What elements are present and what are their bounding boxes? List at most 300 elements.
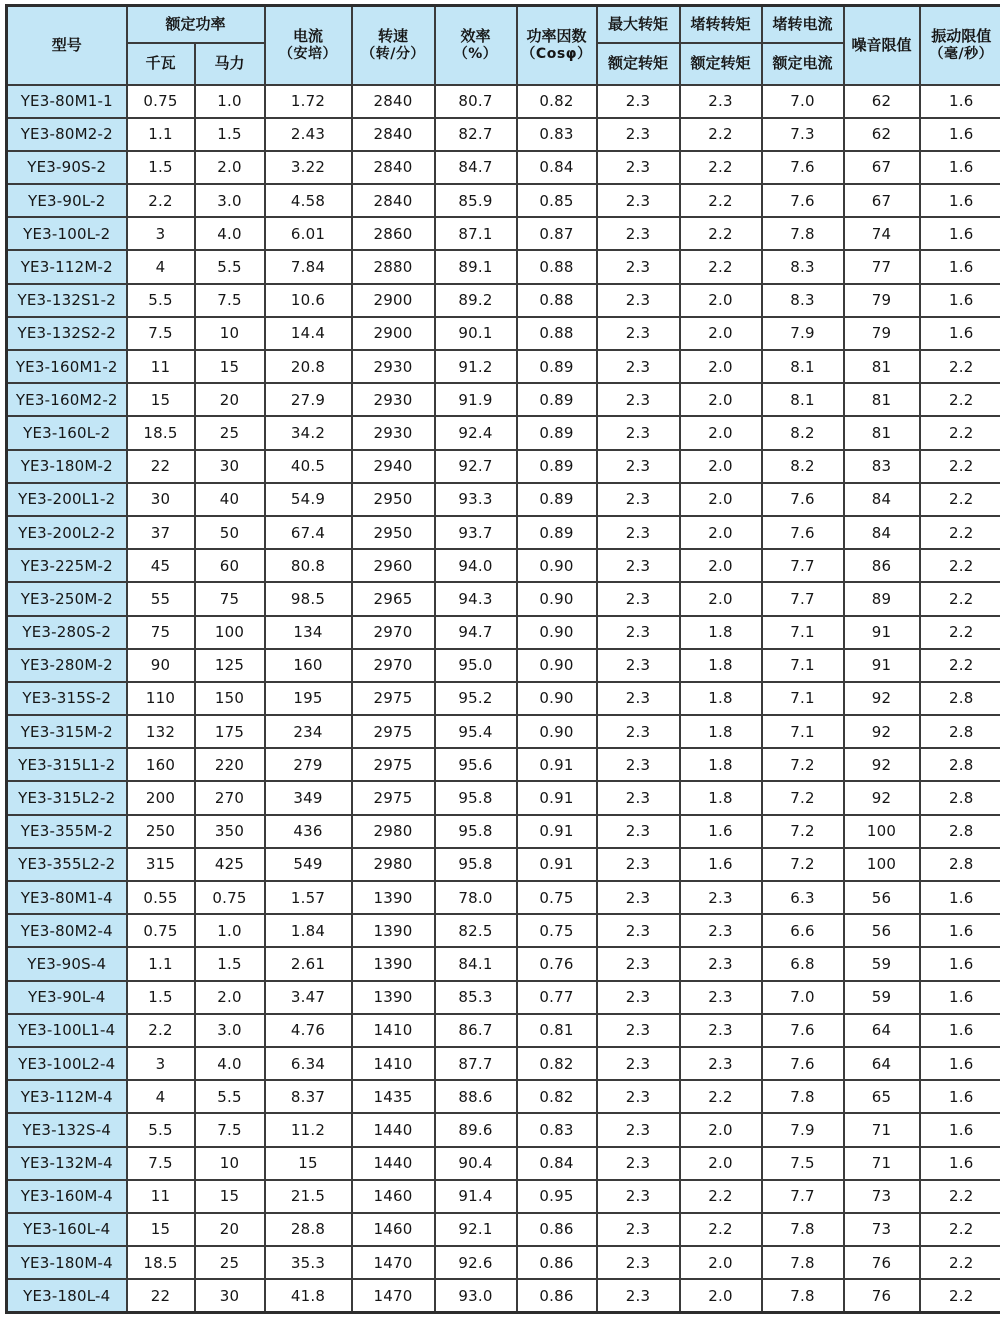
value-cell: 7.6 [762, 1014, 844, 1047]
model-cell: YE3-90S-2 [7, 151, 127, 184]
value-cell: 2.0 [680, 450, 762, 483]
value-cell: 4.58 [265, 184, 352, 217]
value-cell: 85.9 [435, 184, 517, 217]
value-cell: 2.2 [920, 383, 1000, 416]
value-cell: 92 [844, 715, 920, 748]
value-cell: 2.0 [680, 383, 762, 416]
value-cell: 81 [844, 350, 920, 383]
table-row [7, 781, 1000, 814]
header-current [265, 6, 352, 85]
value-cell: 1.1 [127, 947, 195, 980]
value-cell: 2.3 [597, 582, 680, 615]
model-cell: YE3-100L-2 [7, 217, 127, 250]
value-cell: 8.1 [762, 350, 844, 383]
value-cell: 0.90 [517, 649, 597, 682]
table-row [7, 1113, 1000, 1146]
value-cell: 92 [844, 781, 920, 814]
value-cell: 30 [195, 450, 265, 483]
model-cell: YE3-132S2-2 [7, 317, 127, 350]
table-row [7, 516, 1000, 549]
value-cell: 2.61 [265, 947, 352, 980]
model-cell: YE3-132S1-2 [7, 284, 127, 317]
value-cell: 90.1 [435, 317, 517, 350]
value-cell: 0.89 [517, 516, 597, 549]
value-cell: 2980 [352, 848, 435, 881]
value-cell: 67.4 [265, 516, 352, 549]
value-cell: 34.2 [265, 416, 352, 449]
value-cell: 7.5 [195, 1113, 265, 1146]
value-cell: 2860 [352, 217, 435, 250]
value-cell: 2.3 [597, 815, 680, 848]
value-cell: 2975 [352, 748, 435, 781]
header-vibration-line1: 振动限值 [931, 27, 992, 46]
model-cell: YE3-280S-2 [7, 616, 127, 649]
value-cell: 2.3 [597, 1113, 680, 1146]
value-cell: 279 [265, 748, 352, 781]
value-cell: 2.2 [920, 516, 1000, 549]
value-cell: 1.6 [920, 1014, 1000, 1047]
value-cell: 2.3 [597, 914, 680, 947]
value-cell: 1.6 [920, 981, 1000, 1014]
table-row [7, 151, 1000, 184]
value-cell: 76 [844, 1246, 920, 1279]
value-cell: 7.2 [762, 815, 844, 848]
value-cell: 77 [844, 250, 920, 283]
header-locked-torque-den: 额定转矩 [680, 43, 762, 85]
model-cell: YE3-80M2-4 [7, 914, 127, 947]
value-cell: 2.0 [680, 483, 762, 516]
value-cell: 7.2 [762, 748, 844, 781]
value-cell: 2950 [352, 483, 435, 516]
value-cell: 2.3 [597, 549, 680, 582]
model-cell: YE3-180L-4 [7, 1279, 127, 1312]
value-cell: 62 [844, 118, 920, 151]
value-cell: 1.6 [920, 1080, 1000, 1113]
model-cell: YE3-180M-2 [7, 450, 127, 483]
model-cell: YE3-200L2-2 [7, 516, 127, 549]
value-cell: 0.55 [127, 881, 195, 914]
model-cell: YE3-80M1-4 [7, 881, 127, 914]
value-cell: 2.0 [680, 416, 762, 449]
table-row [7, 582, 1000, 615]
value-cell: 2975 [352, 682, 435, 715]
value-cell: 11.2 [265, 1113, 352, 1146]
value-cell: 1390 [352, 914, 435, 947]
table-row [7, 1246, 1000, 1279]
value-cell: 7.2 [762, 781, 844, 814]
table-row [7, 184, 1000, 217]
value-cell: 2.0 [680, 1113, 762, 1146]
value-cell: 1.6 [920, 217, 1000, 250]
value-cell: 7.1 [762, 649, 844, 682]
value-cell: 7.84 [265, 250, 352, 283]
value-cell: 1460 [352, 1213, 435, 1246]
value-cell: 35.3 [265, 1246, 352, 1279]
value-cell: 1.5 [195, 947, 265, 980]
value-cell: 160 [127, 748, 195, 781]
header-speed-line2: （转/分） [361, 45, 425, 62]
value-cell: 15 [127, 383, 195, 416]
value-cell: 1.6 [920, 914, 1000, 947]
value-cell: 1.6 [920, 151, 1000, 184]
value-cell: 0.90 [517, 715, 597, 748]
value-cell: 2.0 [680, 1279, 762, 1312]
model-cell: YE3-160L-4 [7, 1213, 127, 1246]
table-row [7, 616, 1000, 649]
model-cell: YE3-250M-2 [7, 582, 127, 615]
value-cell: 8.1 [762, 383, 844, 416]
value-cell: 0.90 [517, 616, 597, 649]
value-cell: 0.75 [127, 85, 195, 118]
value-cell: 220 [195, 748, 265, 781]
header-noise: 噪音限值 [844, 6, 920, 85]
value-cell: 90.4 [435, 1147, 517, 1180]
value-cell: 2.0 [680, 516, 762, 549]
value-cell: 2.3 [597, 1279, 680, 1312]
value-cell: 0.88 [517, 317, 597, 350]
value-cell: 40.5 [265, 450, 352, 483]
value-cell: 89.1 [435, 250, 517, 283]
value-cell: 4.76 [265, 1014, 352, 1047]
value-cell: 79 [844, 317, 920, 350]
value-cell: 4 [127, 1080, 195, 1113]
value-cell: 0.91 [517, 848, 597, 881]
value-cell: 4.0 [195, 217, 265, 250]
table-header [7, 6, 1000, 85]
header-vibration-line2: （毫/秒） [929, 45, 994, 62]
header-power-factor [517, 6, 597, 85]
value-cell: 2.2 [680, 151, 762, 184]
value-cell: 0.75 [195, 881, 265, 914]
value-cell: 3.0 [195, 184, 265, 217]
value-cell: 2.3 [597, 383, 680, 416]
value-cell: 2.3 [597, 416, 680, 449]
value-cell: 3.47 [265, 981, 352, 1014]
value-cell: 18.5 [127, 1246, 195, 1279]
table-row [7, 549, 1000, 582]
value-cell: 2940 [352, 450, 435, 483]
value-cell: 2.0 [195, 151, 265, 184]
value-cell: 2.3 [597, 616, 680, 649]
value-cell: 95.8 [435, 815, 517, 848]
value-cell: 62 [844, 85, 920, 118]
value-cell: 2.8 [920, 848, 1000, 881]
value-cell: 2.3 [680, 981, 762, 1014]
value-cell: 1.57 [265, 881, 352, 914]
value-cell: 0.77 [517, 981, 597, 1014]
value-cell: 1440 [352, 1147, 435, 1180]
model-cell: YE3-100L2-4 [7, 1047, 127, 1080]
value-cell: 94.0 [435, 549, 517, 582]
value-cell: 0.91 [517, 781, 597, 814]
value-cell: 71 [844, 1113, 920, 1146]
value-cell: 1.0 [195, 914, 265, 947]
value-cell: 5.5 [195, 1080, 265, 1113]
value-cell: 25 [195, 1246, 265, 1279]
value-cell: 18.5 [127, 416, 195, 449]
value-cell: 2900 [352, 317, 435, 350]
value-cell: 270 [195, 781, 265, 814]
value-cell: 160 [265, 649, 352, 682]
value-cell: 92.7 [435, 450, 517, 483]
value-cell: 2.3 [597, 284, 680, 317]
value-cell: 1.6 [920, 1113, 1000, 1146]
header-power-factor-line2: （Cosφ） [521, 45, 592, 62]
model-cell: YE3-112M-2 [7, 250, 127, 283]
value-cell: 0.86 [517, 1246, 597, 1279]
value-cell: 0.90 [517, 549, 597, 582]
value-cell: 74 [844, 217, 920, 250]
table-row [7, 947, 1000, 980]
value-cell: 75 [127, 616, 195, 649]
value-cell: 195 [265, 682, 352, 715]
value-cell: 2.3 [597, 1147, 680, 1180]
value-cell: 1.8 [680, 748, 762, 781]
value-cell: 2880 [352, 250, 435, 283]
value-cell: 5.5 [127, 1113, 195, 1146]
table-row [7, 1147, 1000, 1180]
value-cell: 1.6 [920, 85, 1000, 118]
value-cell: 7.6 [762, 1047, 844, 1080]
value-cell: 7.5 [127, 1147, 195, 1180]
value-cell: 250 [127, 815, 195, 848]
value-cell: 2970 [352, 616, 435, 649]
value-cell: 95.8 [435, 781, 517, 814]
value-cell: 2900 [352, 284, 435, 317]
value-cell: 94.7 [435, 616, 517, 649]
value-cell: 89.2 [435, 284, 517, 317]
value-cell: 7.8 [762, 1246, 844, 1279]
table-row [7, 815, 1000, 848]
value-cell: 7.6 [762, 151, 844, 184]
header-hp: 马力 [195, 43, 265, 85]
value-cell: 30 [127, 483, 195, 516]
value-cell: 2.0 [680, 284, 762, 317]
value-cell: 10 [195, 1147, 265, 1180]
value-cell: 1.5 [127, 981, 195, 1014]
value-cell: 0.84 [517, 151, 597, 184]
value-cell: 92 [844, 748, 920, 781]
value-cell: 2.2 [920, 1213, 1000, 1246]
value-cell: 95.2 [435, 682, 517, 715]
value-cell: 1460 [352, 1180, 435, 1213]
table-row [7, 317, 1000, 350]
value-cell: 2.3 [597, 151, 680, 184]
value-cell: 10.6 [265, 284, 352, 317]
value-cell: 2.2 [680, 250, 762, 283]
value-cell: 84 [844, 483, 920, 516]
value-cell: 1.6 [920, 947, 1000, 980]
value-cell: 87.7 [435, 1047, 517, 1080]
value-cell: 1.6 [680, 848, 762, 881]
value-cell: 22 [127, 1279, 195, 1312]
value-cell: 0.83 [517, 118, 597, 151]
value-cell: 1.6 [920, 317, 1000, 350]
table-row [7, 483, 1000, 516]
header-locked-torque-num: 堵转转矩 [680, 6, 762, 43]
value-cell: 91.2 [435, 350, 517, 383]
value-cell: 2950 [352, 516, 435, 549]
value-cell: 1.8 [680, 649, 762, 682]
model-cell: YE3-160M2-2 [7, 383, 127, 416]
value-cell: 1410 [352, 1047, 435, 1080]
model-cell: YE3-132M-4 [7, 1147, 127, 1180]
table-row [7, 715, 1000, 748]
value-cell: 98.5 [265, 582, 352, 615]
table-row [7, 450, 1000, 483]
model-cell: YE3-355L2-2 [7, 848, 127, 881]
value-cell: 7.6 [762, 516, 844, 549]
value-cell: 2840 [352, 85, 435, 118]
value-cell: 80.7 [435, 85, 517, 118]
header-speed [352, 6, 435, 85]
value-cell: 2.3 [680, 881, 762, 914]
value-cell: 2.3 [597, 1080, 680, 1113]
value-cell: 0.91 [517, 748, 597, 781]
value-cell: 2.3 [597, 748, 680, 781]
value-cell: 2.2 [680, 118, 762, 151]
table-row [7, 1047, 1000, 1080]
value-cell: 7.6 [762, 483, 844, 516]
header-efficiency [435, 6, 517, 85]
value-cell: 2.3 [597, 682, 680, 715]
value-cell: 2.3 [597, 118, 680, 151]
model-cell: YE3-80M2-2 [7, 118, 127, 151]
value-cell: 73 [844, 1213, 920, 1246]
model-cell: YE3-315M-2 [7, 715, 127, 748]
value-cell: 315 [127, 848, 195, 881]
value-cell: 2.3 [597, 85, 680, 118]
value-cell: 0.85 [517, 184, 597, 217]
value-cell: 2.3 [597, 350, 680, 383]
table-row [7, 383, 1000, 416]
value-cell: 2.0 [680, 1246, 762, 1279]
value-cell: 87.1 [435, 217, 517, 250]
value-cell: 2.2 [680, 184, 762, 217]
value-cell: 20 [195, 1213, 265, 1246]
model-cell: YE3-180M-4 [7, 1246, 127, 1279]
value-cell: 0.91 [517, 815, 597, 848]
value-cell: 0.89 [517, 450, 597, 483]
value-cell: 25 [195, 416, 265, 449]
value-cell: 4.0 [195, 1047, 265, 1080]
value-cell: 92.4 [435, 416, 517, 449]
model-cell: YE3-315S-2 [7, 682, 127, 715]
value-cell: 84 [844, 516, 920, 549]
model-cell: YE3-355M-2 [7, 815, 127, 848]
value-cell: 110 [127, 682, 195, 715]
value-cell: 60 [195, 549, 265, 582]
table-row [7, 217, 1000, 250]
value-cell: 100 [844, 815, 920, 848]
value-cell: 82.5 [435, 914, 517, 947]
value-cell: 0.88 [517, 250, 597, 283]
value-cell: 67 [844, 184, 920, 217]
value-cell: 0.84 [517, 1147, 597, 1180]
value-cell: 95.8 [435, 848, 517, 881]
value-cell: 5.5 [127, 284, 195, 317]
value-cell: 15 [195, 1180, 265, 1213]
value-cell: 93.7 [435, 516, 517, 549]
value-cell: 0.81 [517, 1014, 597, 1047]
value-cell: 2.8 [920, 715, 1000, 748]
value-cell: 81 [844, 416, 920, 449]
model-cell: YE3-315L1-2 [7, 748, 127, 781]
value-cell: 91 [844, 649, 920, 682]
value-cell: 6.3 [762, 881, 844, 914]
value-cell: 3 [127, 217, 195, 250]
value-cell: 90 [127, 649, 195, 682]
value-cell: 93.3 [435, 483, 517, 516]
value-cell: 2.43 [265, 118, 352, 151]
value-cell: 2970 [352, 649, 435, 682]
value-cell: 1.1 [127, 118, 195, 151]
value-cell: 1470 [352, 1246, 435, 1279]
value-cell: 2930 [352, 383, 435, 416]
value-cell: 20.8 [265, 350, 352, 383]
table-row [7, 416, 1000, 449]
value-cell: 40 [195, 483, 265, 516]
value-cell: 2.8 [920, 682, 1000, 715]
value-cell: 21.5 [265, 1180, 352, 1213]
value-cell: 549 [265, 848, 352, 881]
value-cell: 7.7 [762, 549, 844, 582]
value-cell: 2.2 [127, 1014, 195, 1047]
value-cell: 2.3 [597, 1047, 680, 1080]
table-row [7, 881, 1000, 914]
value-cell: 20 [195, 383, 265, 416]
value-cell: 2.3 [597, 981, 680, 1014]
value-cell: 7.5 [762, 1147, 844, 1180]
value-cell: 55 [127, 582, 195, 615]
value-cell: 1410 [352, 1014, 435, 1047]
value-cell: 0.95 [517, 1180, 597, 1213]
value-cell: 84.7 [435, 151, 517, 184]
value-cell: 0.89 [517, 483, 597, 516]
value-cell: 78.0 [435, 881, 517, 914]
header-vibration [920, 6, 1000, 85]
table-row [7, 1213, 1000, 1246]
value-cell: 59 [844, 981, 920, 1014]
value-cell: 349 [265, 781, 352, 814]
value-cell: 8.37 [265, 1080, 352, 1113]
value-cell: 56 [844, 881, 920, 914]
value-cell: 2.3 [597, 217, 680, 250]
value-cell: 11 [127, 1180, 195, 1213]
value-cell: 1435 [352, 1080, 435, 1113]
model-cell: YE3-100L1-4 [7, 1014, 127, 1047]
value-cell: 7.0 [762, 981, 844, 1014]
model-cell: YE3-90L-2 [7, 184, 127, 217]
value-cell: 0.75 [517, 914, 597, 947]
value-cell: 1.6 [920, 284, 1000, 317]
value-cell: 2.2 [680, 1213, 762, 1246]
value-cell: 7.7 [762, 582, 844, 615]
table-row [7, 649, 1000, 682]
model-cell: YE3-160M1-2 [7, 350, 127, 383]
value-cell: 2.3 [597, 649, 680, 682]
value-cell: 234 [265, 715, 352, 748]
value-cell: 1.8 [680, 682, 762, 715]
value-cell: 7.6 [762, 184, 844, 217]
value-cell: 89.6 [435, 1113, 517, 1146]
value-cell: 2.3 [597, 881, 680, 914]
value-cell: 2.2 [920, 1279, 1000, 1312]
value-cell: 91.9 [435, 383, 517, 416]
value-cell: 0.86 [517, 1279, 597, 1312]
value-cell: 2.2 [127, 184, 195, 217]
value-cell: 100 [195, 616, 265, 649]
